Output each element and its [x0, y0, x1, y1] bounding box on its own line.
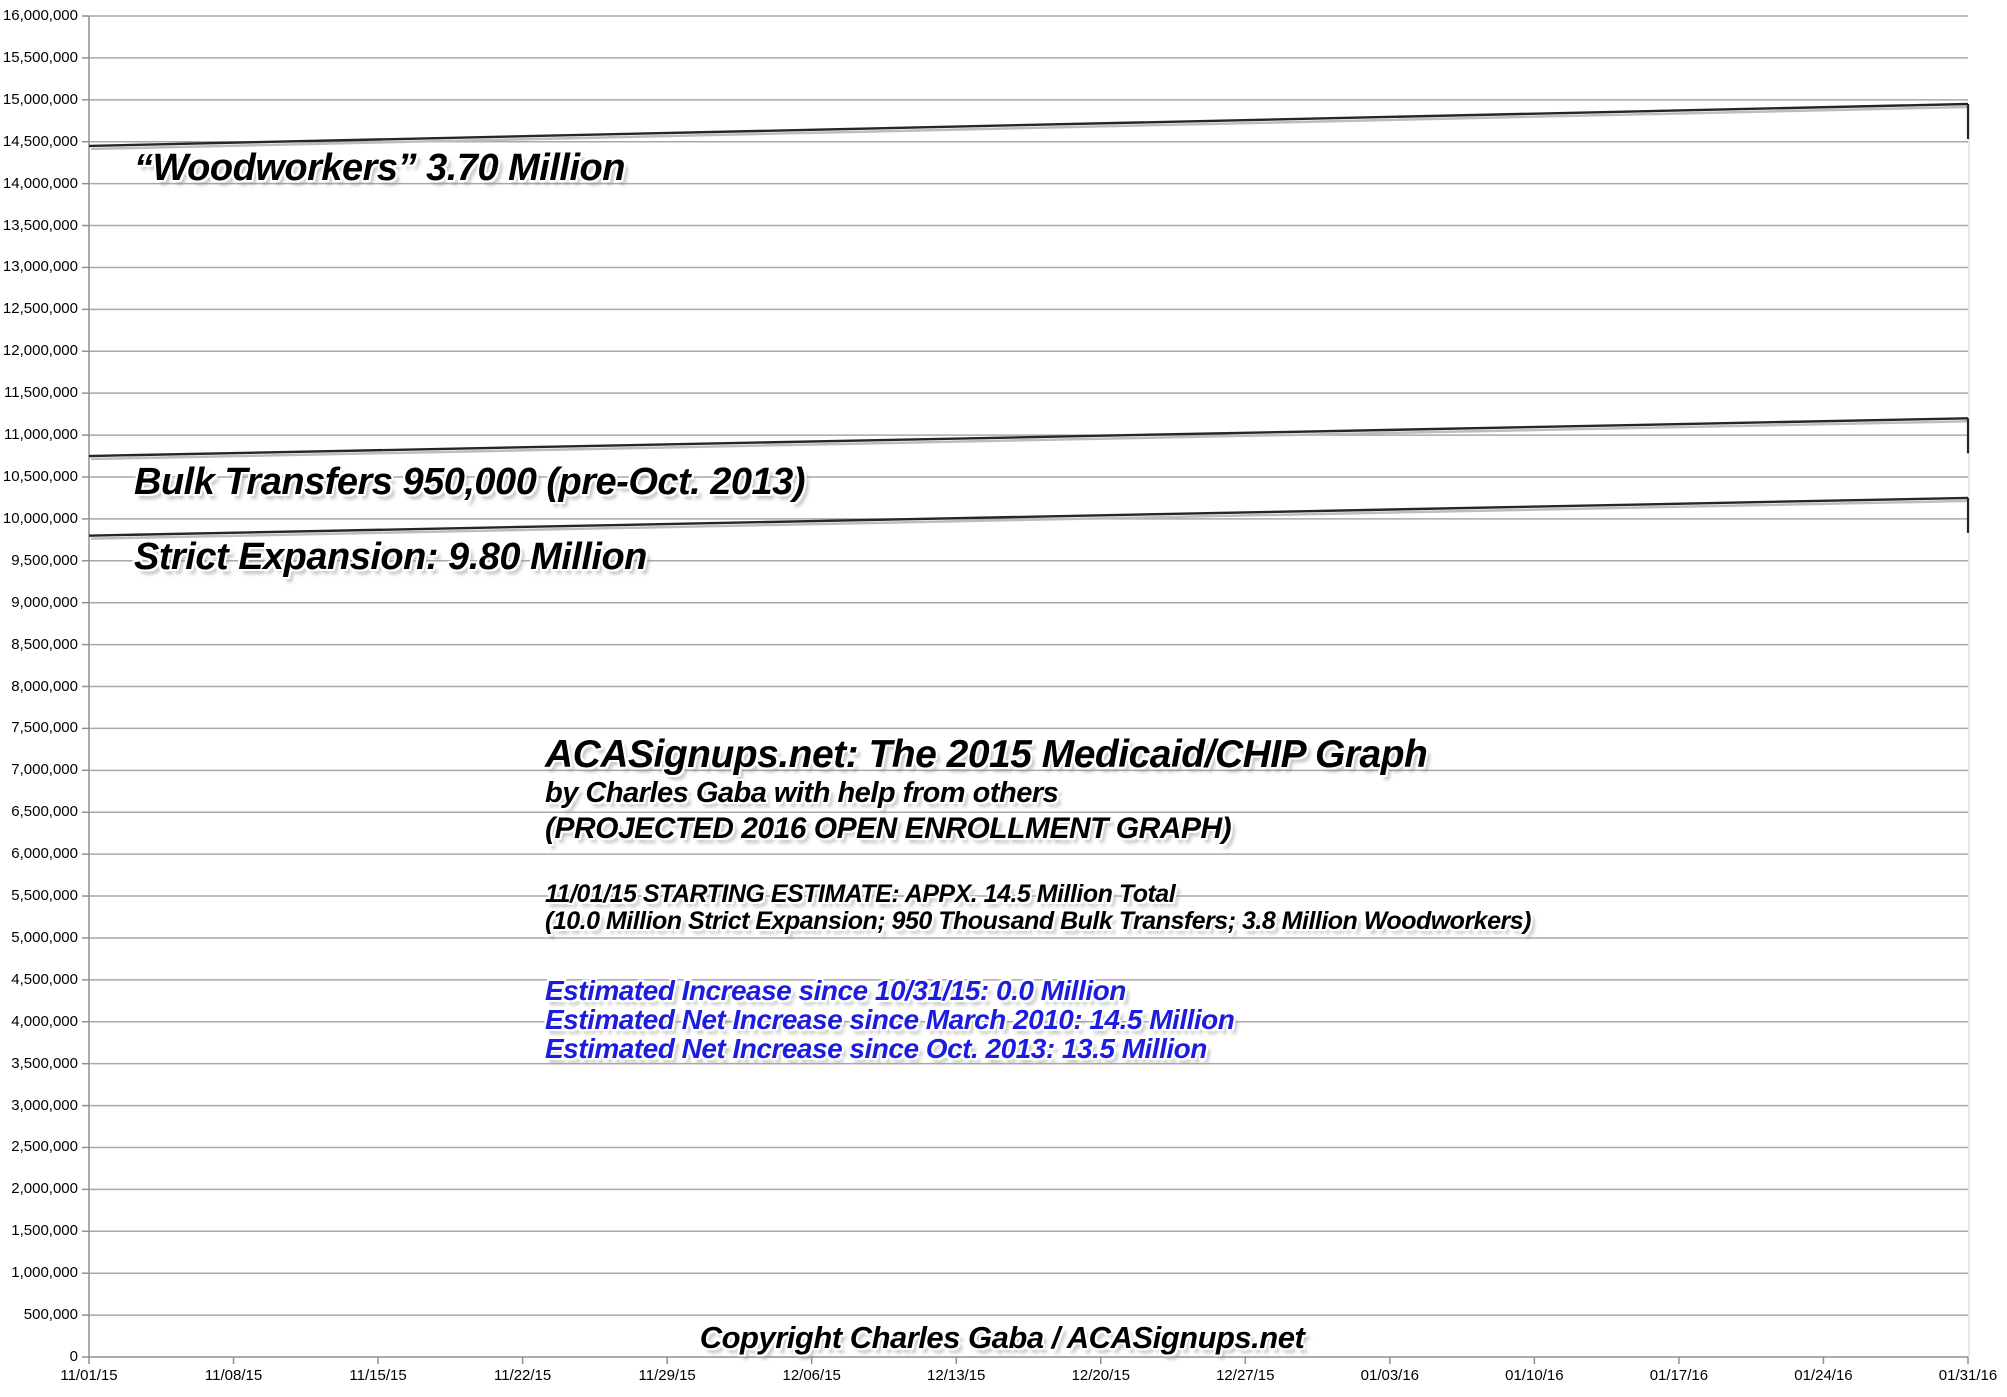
- y-axis-tick-label: 8,000,000: [11, 677, 78, 695]
- y-axis-tick-label: 6,000,000: [11, 845, 78, 863]
- x-axis-tick-label: 11/08/15: [204, 1367, 263, 1384]
- y-axis-tick-label: 500,000: [23, 1306, 78, 1324]
- y-axis-tick-label: 13,500,000: [2, 216, 78, 234]
- y-axis-tick-label: 5,000,000: [11, 928, 78, 946]
- y-axis-tick-label: 1,500,000: [11, 1222, 78, 1240]
- estimated-increase-line2: Estimated Net Increase since March 2010: 14.5 Million: [545, 1004, 1235, 1035]
- x-axis-tick-label: 12/27/15: [1216, 1367, 1275, 1384]
- series-line: [89, 418, 1968, 456]
- x-axis-tick-label: 01/24/16: [1794, 1367, 1853, 1384]
- y-axis-tick-label: 12,000,000: [2, 342, 78, 360]
- x-axis-tick-label: 11/01/15: [60, 1367, 118, 1384]
- x-axis-tick-label: 11/22/15: [493, 1367, 552, 1384]
- y-axis-tick-label: 1,000,000: [11, 1264, 78, 1282]
- y-axis-tick-label: 2,000,000: [11, 1180, 78, 1198]
- y-axis-tick-label: 6,500,000: [11, 803, 78, 821]
- y-axis-tick-label: 10,500,000: [2, 467, 78, 485]
- x-axis-tick-label: 11/15/15: [349, 1367, 407, 1384]
- series-line-shadow: [91, 421, 1968, 459]
- chart-byline: by Charles Gaba with help from others: [545, 777, 1059, 809]
- x-axis-tick-label: 01/31/16: [1938, 1367, 1998, 1384]
- y-axis-tick-label: 11,500,000: [4, 384, 78, 402]
- y-axis-tick-label: 15,500,000: [2, 48, 78, 66]
- series-line-shadow: [91, 501, 1968, 539]
- x-axis-tick-label: 12/06/15: [782, 1367, 841, 1384]
- y-axis-tick-label: 7,500,000: [11, 719, 78, 737]
- y-axis-tick-label: 3,500,000: [11, 1054, 78, 1072]
- y-axis-tick-label: 4,000,000: [11, 1012, 78, 1030]
- starting-estimate-line1: 11/01/15 STARTING ESTIMATE: APPX. 14.5 Million Total: [545, 880, 1176, 908]
- x-axis-tick-label: 12/13/15: [927, 1367, 986, 1384]
- y-axis-tick-label: 7,000,000: [11, 761, 78, 779]
- y-axis-tick-label: 3,000,000: [11, 1096, 78, 1114]
- y-axis-tick-label: 4,500,000: [11, 970, 78, 988]
- series-label-bulk-transfers: Bulk Transfers 950,000 (pre-Oct. 2013): [134, 461, 805, 503]
- chart-subtitle-projected: (PROJECTED 2016 OPEN ENROLLMENT GRAPH): [545, 812, 1232, 845]
- x-axis-tick-label: 11/29/15: [638, 1367, 696, 1384]
- series-line-shadow: [91, 107, 1968, 149]
- y-axis-tick-label: 2,500,000: [11, 1138, 78, 1156]
- y-axis-tick-label: 8,500,000: [11, 635, 78, 653]
- copyright-text: Copyright Charles Gaba / ACASignups.net: [699, 1320, 1305, 1355]
- x-axis-tick-label: 01/03/16: [1360, 1367, 1420, 1384]
- chart-title: ACASignups.net: The 2015 Medicaid/CHIP Graph: [545, 733, 1428, 776]
- y-axis-tick-label: 5,500,000: [11, 887, 78, 905]
- starting-estimate-line2: (10.0 Million Strict Expansion; 950 Thousand Bulk Transfers; 3.8 Million Woodworkers): [545, 907, 1531, 935]
- y-axis-tick-label: 16,000,000: [2, 7, 78, 24]
- y-axis-tick-label: 9,000,000: [11, 593, 78, 611]
- y-axis-tick-label: 14,000,000: [2, 174, 78, 192]
- y-axis-tick-label: 14,500,000: [2, 132, 78, 150]
- y-axis-tick-label: 10,000,000: [2, 509, 78, 527]
- x-axis-tick-label: 01/17/16: [1649, 1367, 1709, 1384]
- series-label-woodworkers: “Woodworkers” 3.70 Million: [134, 147, 625, 189]
- series-label-strict-expansion: Strict Expansion: 9.80 Million: [134, 536, 647, 578]
- x-axis-tick-label: 12/20/15: [1071, 1367, 1130, 1384]
- y-axis-tick-label: 0: [69, 1348, 78, 1365]
- y-axis-tick-label: 9,500,000: [11, 551, 78, 569]
- y-axis-tick-label: 11,000,000: [4, 426, 78, 444]
- y-axis-tick-label: 13,000,000: [2, 258, 78, 276]
- y-axis-tick-label: 12,500,000: [2, 300, 78, 318]
- y-axis-tick-label: 15,000,000: [2, 90, 78, 108]
- estimated-increase-line1: Estimated Increase since 10/31/15: 0.0 Million: [545, 975, 1126, 1006]
- series-line: [89, 104, 1968, 146]
- x-axis-tick-label: 01/10/16: [1505, 1367, 1564, 1384]
- estimated-increase-line3: Estimated Net Increase since Oct. 2013: 13.5 Million: [545, 1033, 1207, 1064]
